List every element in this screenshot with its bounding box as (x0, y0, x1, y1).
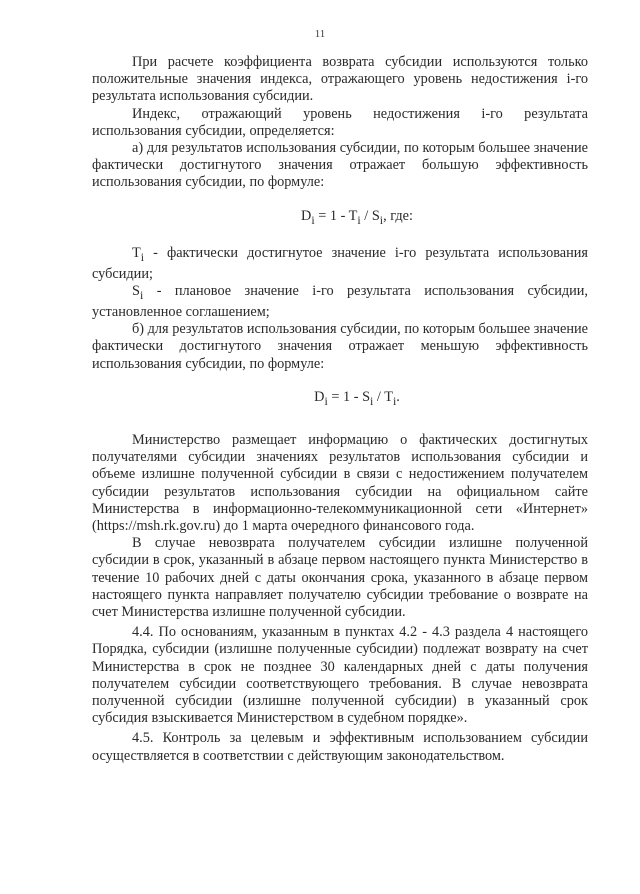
paragraph-return-coefficient: При расчете коэффициента возврата субсидии используются только положительные значения индекса, отражающего уровень недостижения i-го результата использования субсидии. (92, 54, 588, 105)
paragraph-case-b: б) для результатов использования субсидии, по которым большее значение фактически достигнутого значения отражает меньшую эффективность использования субсидии, по формуле: (92, 321, 588, 372)
document-body (92, 54, 588, 765)
page-number: 11 (314, 28, 326, 40)
formula-greater-worse: $D_i = 1 - S_i / T_i$. (314, 388, 400, 408)
paragraph-index-definition: Индекс, отражающий уровень недостижения i-го результата использования субсидии, определяется: (92, 105, 588, 139)
paragraph-clause-4-5: 4.5. Контроль за целевым и эффективным использованием субсидии осуществляется в соответствии с действующим законодательством. (92, 730, 588, 764)
formula-greater-better: $D_i = 1 - T_i / S_i$, где: (301, 207, 413, 227)
paragraph-case-a: а) для результатов использования субсидии, по которым большее значение фактически достигнутого значения отражает большую эффективность использования субсидии, по формуле: (92, 140, 588, 191)
paragraph-si-definition: $S_i$ - плановое значение i-го результата использования субсидии, установленное соглашением; (92, 282, 588, 321)
paragraph-clause-4-4: 4.4. По основаниям, указанным в пунктах 4.2 - 4.3 раздела 4 настоящего Порядка, субсидии (излишне полученные субсидии) подлежат возврату на счет Министерства в срок не позднее 30 календарных дней с даты получения получателем субсидии соответствующего требования. В случае невозврата полученной субсидии (излишне полученной субсидии) в указанный срок субсидия взыскивается Министерством в судебном порядке». (92, 624, 588, 727)
paragraph-non-return-case: В случае невозврата получателем субсидии излишне полученной субсидии в срок, указанный в абзаце первом настоящего пункта Министерство в течение 10 рабочих дней с даты окончания срока, указанного в абзаце первом настоящего пункта направляет получателю субсидии требование о возврате на счет Министерства излишне полученной субсидии. (92, 535, 588, 620)
paragraph-ministry-publication: Министерство размещает информацию о фактических достигнутых получателями субсидии значениях результатов использования субсидии и объеме излишне полученной субсидии в связи с недостижением получателем субсидии результатов использования субсидии на официальном сайте Министерства в информационно-телекоммуникационной сети «Интернет» (https://msh.rk.gov.ru) до 1 марта очередного финансового года. (92, 431, 588, 534)
paragraph-ti-definition: $T_i$ - фактически достигнутое значение i-го результата использования субсидии; (92, 244, 588, 282)
